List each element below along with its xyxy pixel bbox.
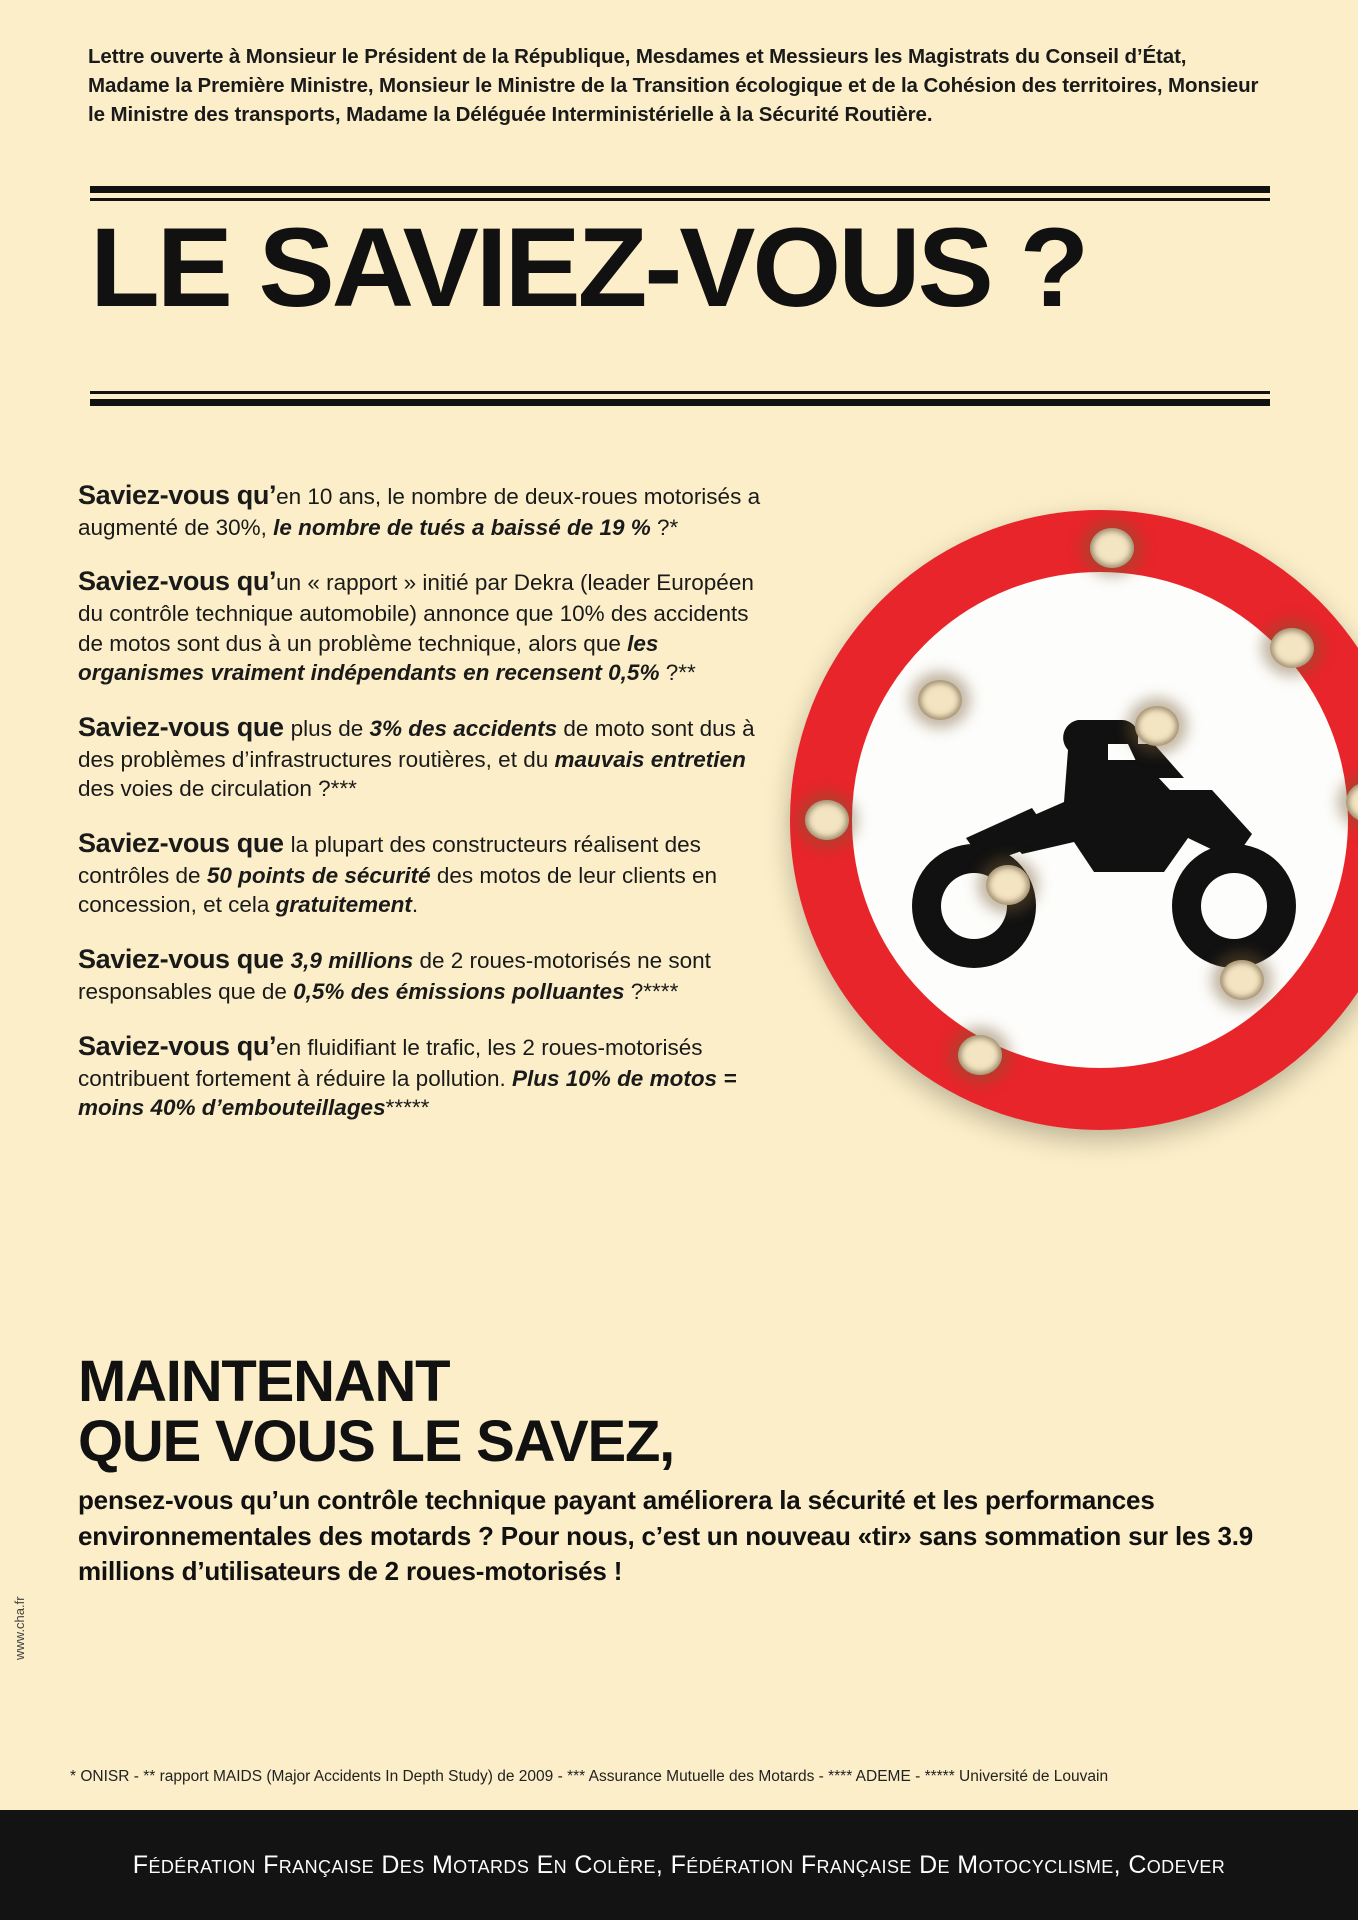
fact-text: 3,9 millions de 2 roues-motorisés ne sont responsables que de 0,5% des émissions polluantes ?****: [78, 947, 711, 1004]
conclusion-headline-1: MAINTENANT: [78, 1349, 450, 1414]
fact-text: en 10 ans, le nombre de deux-roues motorisés a augmenté de 30%, le nombre de tués a baissé de 19 % ?*: [78, 483, 761, 540]
fact-text: plus de 3% des accidents de moto sont dus à des problèmes d’infrastructures routières, et du mauvais entretien des voies de circulation ?***: [78, 715, 755, 802]
side-url: www.cha.fr: [12, 1596, 27, 1660]
no-motorcycle-sign-graphic: [790, 510, 1358, 1130]
fact-lead: Saviez-vous qu’: [78, 479, 277, 510]
bullet-hole: [918, 680, 962, 720]
fact-text: un « rapport » initié par Dekra (leader Européen du contrôle technique automobile) annonce que 10% des accidents de motos sont dus à un problème technique, alors que les organismes vraiment indépendants en recensent 0,5% ?**: [78, 570, 754, 685]
divider-bottom-thin: [90, 391, 1270, 394]
fact-item: [78, 942, 778, 1006]
fact-item: [78, 710, 778, 804]
organizations-footer: [0, 1810, 1358, 1920]
bullet-hole: [1270, 628, 1314, 668]
conclusion-block: [78, 1349, 1278, 1589]
page-title: LE SAVIEZ-VOUS ?: [90, 205, 1087, 330]
bullet-hole: [1090, 528, 1134, 568]
fact-item: [78, 826, 778, 920]
fact-lead: Saviez-vous que: [78, 943, 291, 974]
fact-item: [78, 478, 778, 542]
conclusion-headline-2: QUE VOUS LE SAVEZ,: [78, 1408, 675, 1474]
organizations-label: Fédération Française Des Motards En Colère, Fédération Française De Motocyclisme, Codever: [132, 1850, 1226, 1879]
divider-top-thick: [90, 186, 1270, 193]
bullet-hole: [1220, 960, 1264, 1000]
bullet-hole: [805, 800, 849, 840]
divider-bottom-thick: [90, 399, 1270, 406]
open-letter-addressees: Lettre ouverte à Monsieur le Président de la République, Mesdames et Messieurs les Magistrats du Conseil d’État, Madame la Première Ministre, Monsieur le Ministre de la Transition écologique et de la Cohésion des territoires, Monsieur le Ministre des transports, Madame la Déléguée Interministérielle à la Sécurité Routière.: [88, 45, 1259, 127]
fact-text: en fluidifiant le trafic, les 2 roues-motorisés contribuent fortement à réduire la pollution. Plus 10% de motos = moins 40% d’embouteillages*****: [78, 1034, 737, 1121]
fact-lead: Saviez-vous qu’: [78, 1030, 277, 1061]
fact-item: [78, 564, 778, 687]
bullet-hole: [958, 1035, 1002, 1075]
fact-lead: Saviez-vous qu’: [78, 566, 277, 597]
fact-lead: Saviez-vous que: [78, 827, 291, 858]
bullet-hole: [1135, 706, 1179, 746]
sources-footnote: * ONISR - ** rapport MAIDS (Major Accidents In Depth Study) de 2009 - *** Assurance Mutuelle des Motards - **** ADEME - ***** Université de Louvain: [70, 1768, 1109, 1785]
fact-text: la plupart des constructeurs réalisent des contrôles de 50 points de sécurité des motos de leur clients en concession, et cela gratuitement.: [78, 831, 718, 918]
fact-item: [78, 1029, 778, 1123]
bullet-hole: [986, 865, 1030, 905]
conclusion-paragraph: pensez-vous qu’un contrôle technique payant améliorera la sécurité et les performances environnementales des motards ? Pour nous, c’est un nouveau «tir» sans sommation sur les 3.9 millions d’utilisateurs de 2 roues-motorisés !: [78, 1485, 1254, 1586]
facts-list: [78, 455, 778, 1144]
divider-top-thin: [90, 198, 1270, 201]
fact-lead: Saviez-vous que: [78, 711, 291, 742]
